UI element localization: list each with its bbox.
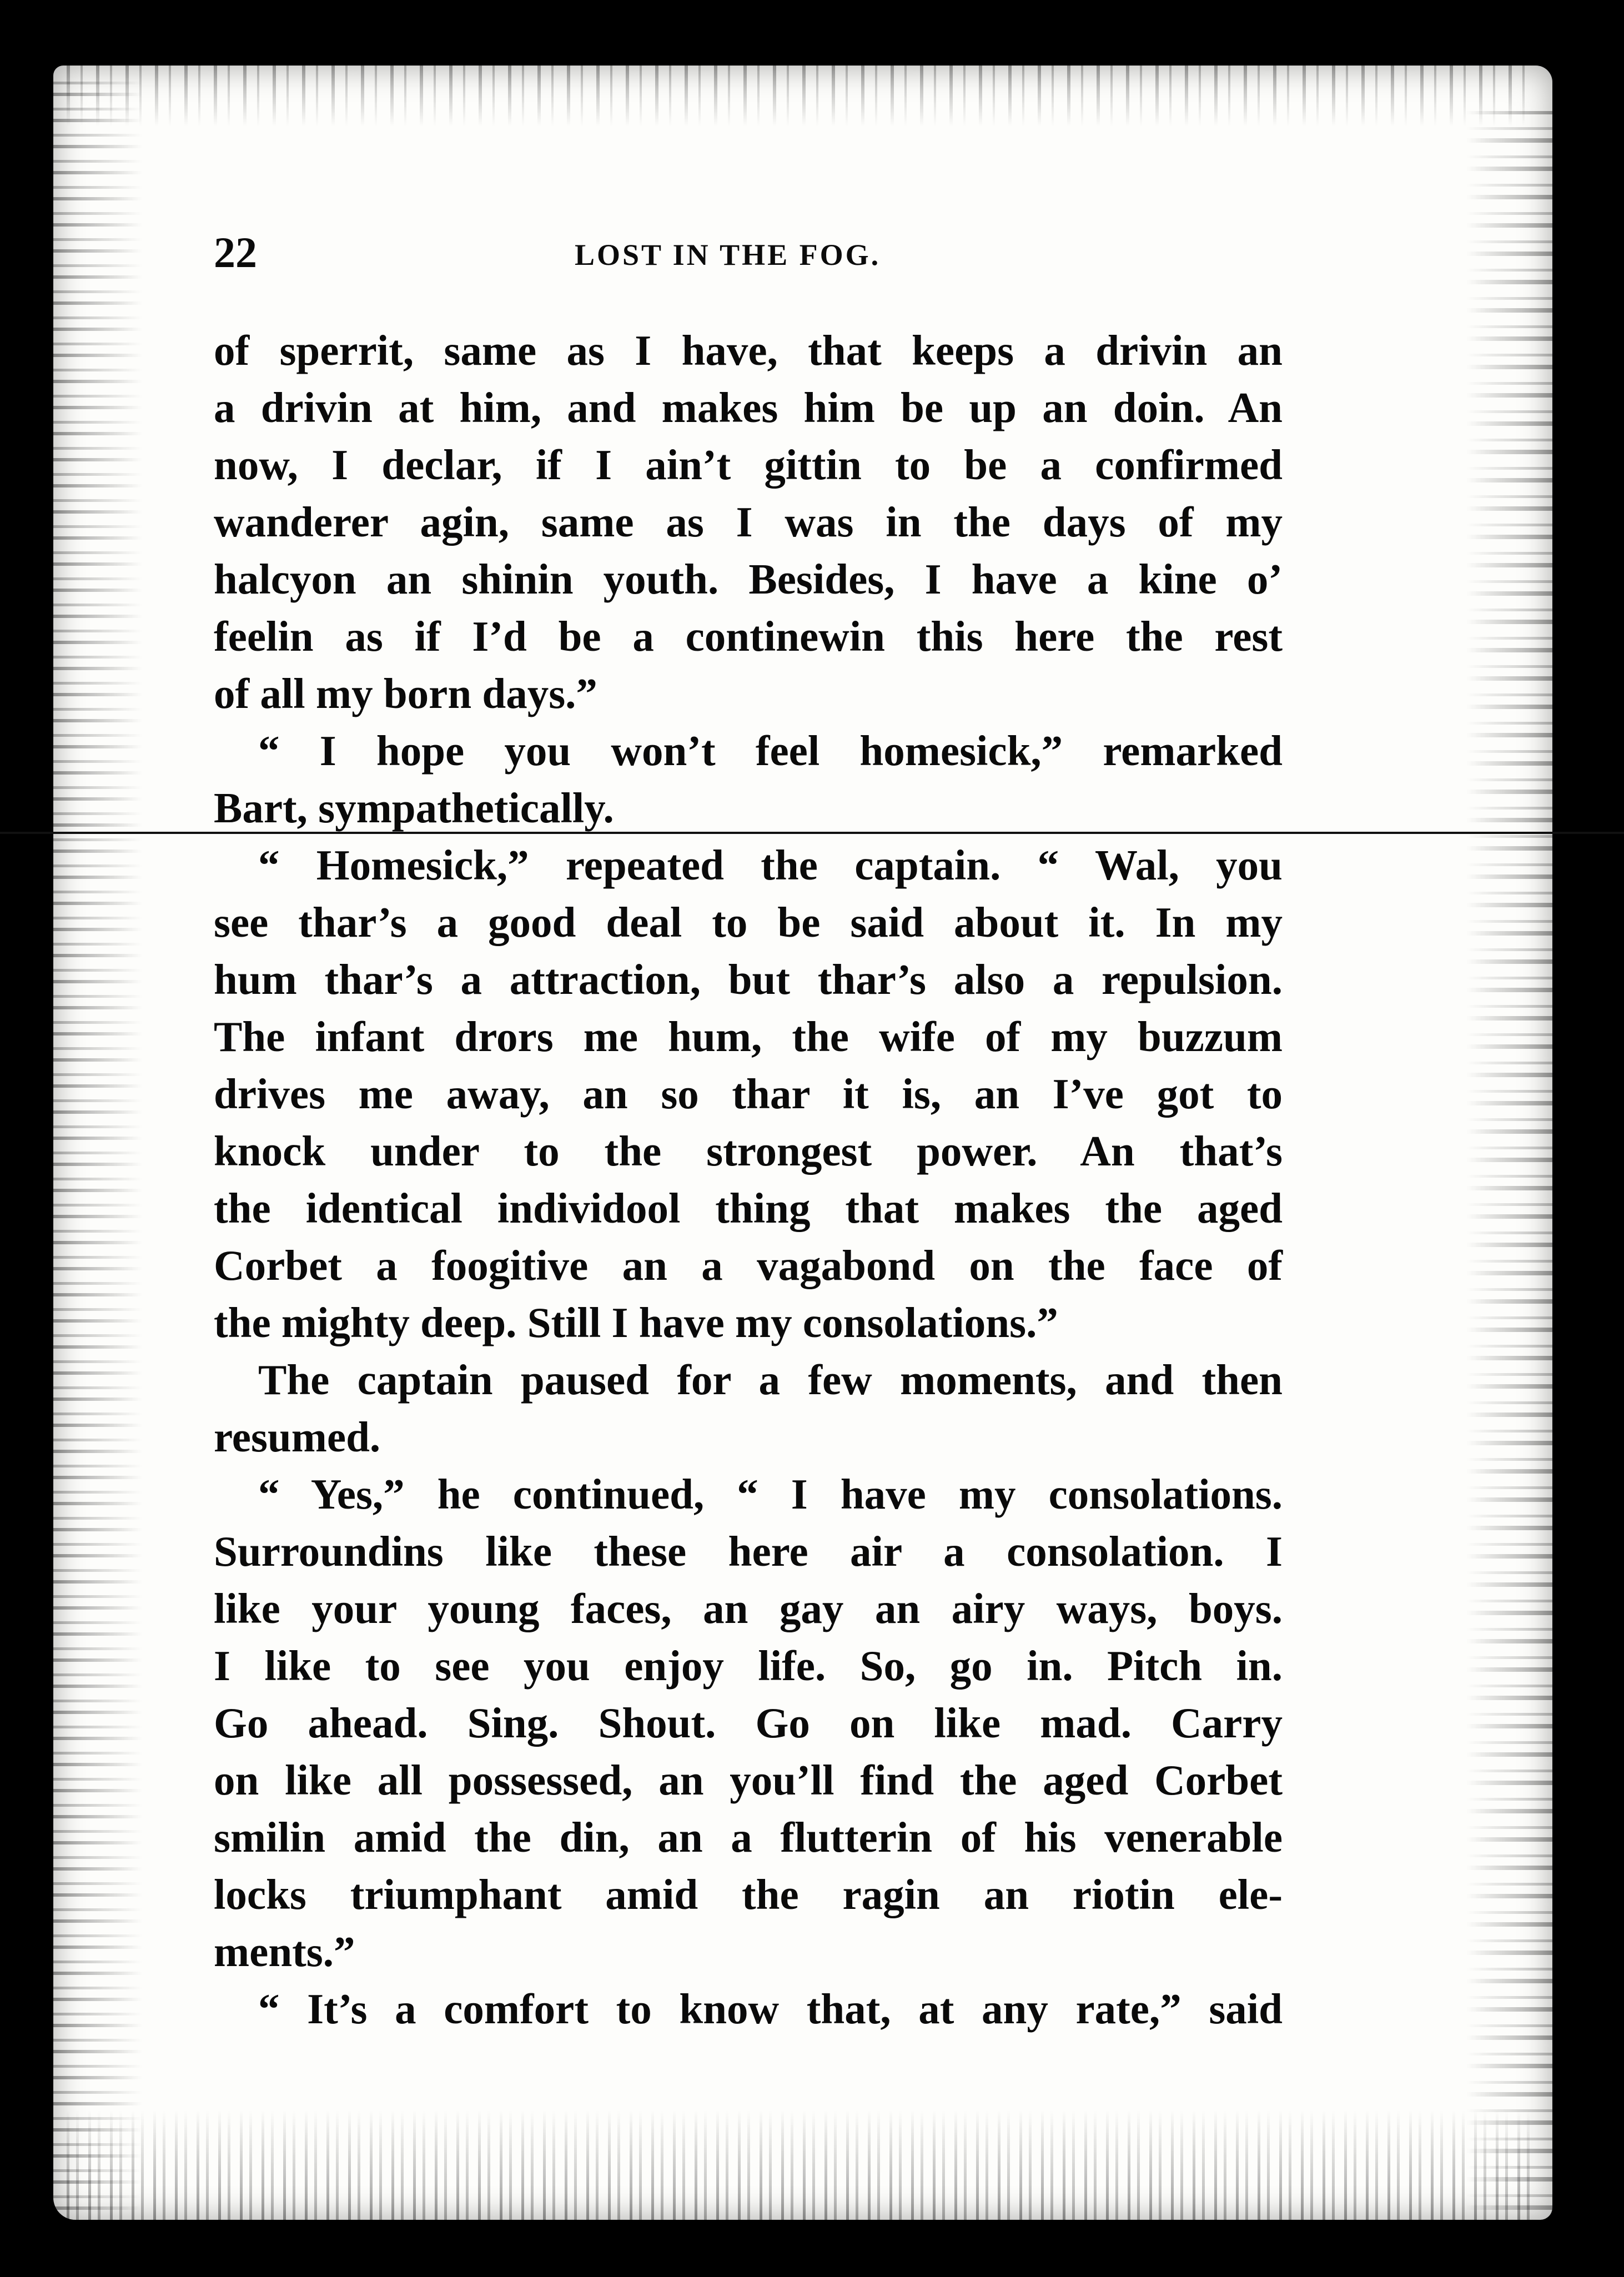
text-line: feelin as if I’d be a continewin this here the rest xyxy=(214,612,1283,660)
text-line: now, I declar, if I ain’t gittin to be a confirmed xyxy=(214,441,1283,489)
text-line: ments.” xyxy=(214,1928,355,1976)
text-line: locks triumphant amid the ragin an riotin ele- xyxy=(214,1871,1283,1918)
text-line: of all my born days.” xyxy=(214,670,597,717)
text-line: “ I hope you won’t feel homesick,” remarked xyxy=(258,727,1283,775)
text-line: The captain paused for a few moments, and then xyxy=(258,1356,1283,1404)
text-line: knock under to the strongest power. An that’s xyxy=(214,1127,1283,1175)
text-line: resumed. xyxy=(214,1413,381,1461)
text-line: smilin amid the din, an a flutterin of his venerable xyxy=(214,1813,1283,1861)
text-line: I like to see you enjoy life. So, go in. Pitch in. xyxy=(214,1642,1283,1690)
body-text xyxy=(214,322,1283,2038)
page-header xyxy=(214,225,1294,286)
scan-line-artifact xyxy=(0,832,1624,834)
text-line: hum thar’s a attraction, but thar’s also a repulsion. xyxy=(214,956,1283,1003)
text-line: Corbet a foogitive an a vagabond on the face of xyxy=(214,1241,1283,1289)
text-line: wanderer agin, same as I was in the days of my xyxy=(214,498,1283,546)
text-line: a drivin at him, and makes him be up an doin. An xyxy=(214,384,1283,431)
scan-edge-left xyxy=(53,78,142,2210)
page-number: 22 xyxy=(214,228,257,277)
text-line: “ Yes,” he continued, “ I have my consolations. xyxy=(258,1470,1283,1518)
text-line: of sperrit, same as I have, that keeps a drivin an xyxy=(214,326,1283,374)
running-head: LOST IN THE FOG. xyxy=(575,238,881,272)
text-line: see thar’s a good deal to be said about it. In my xyxy=(214,898,1283,946)
text-line: the identical individool thing that makes the aged xyxy=(214,1184,1283,1232)
text-line: The infant drors me hum, the wife of my buzzum xyxy=(214,1013,1283,1060)
text-line: “ Homesick,” repeated the captain. “ Wal, you xyxy=(258,841,1283,889)
text-line: Go ahead. Sing. Shout. Go on like mad. Carry xyxy=(214,1699,1283,1747)
text-line: Surroundins like these here air a consolation. I xyxy=(214,1527,1283,1575)
text-line: the mighty deep. Still I have my consolations.” xyxy=(214,1299,1058,1346)
text-line: “ It’s a comfort to know that, at any rate,” said xyxy=(258,1985,1283,2033)
text-line: Bart, sympathetically. xyxy=(214,784,614,832)
text-line: halcyon an shinin youth. Besides, I have a kine o’ xyxy=(214,555,1283,603)
text-line: on like all possessed, an you’ll find the aged Corbet xyxy=(214,1756,1283,1804)
scan-edge-top xyxy=(67,66,1538,127)
scan-edge-bottom xyxy=(67,2110,1538,2221)
text-line: drives me away, an so thar it is, an I’ve got to xyxy=(214,1070,1283,1118)
text-line: like your young faces, an gay an airy ways, boys. xyxy=(214,1585,1283,1632)
scan-edge-right xyxy=(1466,111,1566,2210)
